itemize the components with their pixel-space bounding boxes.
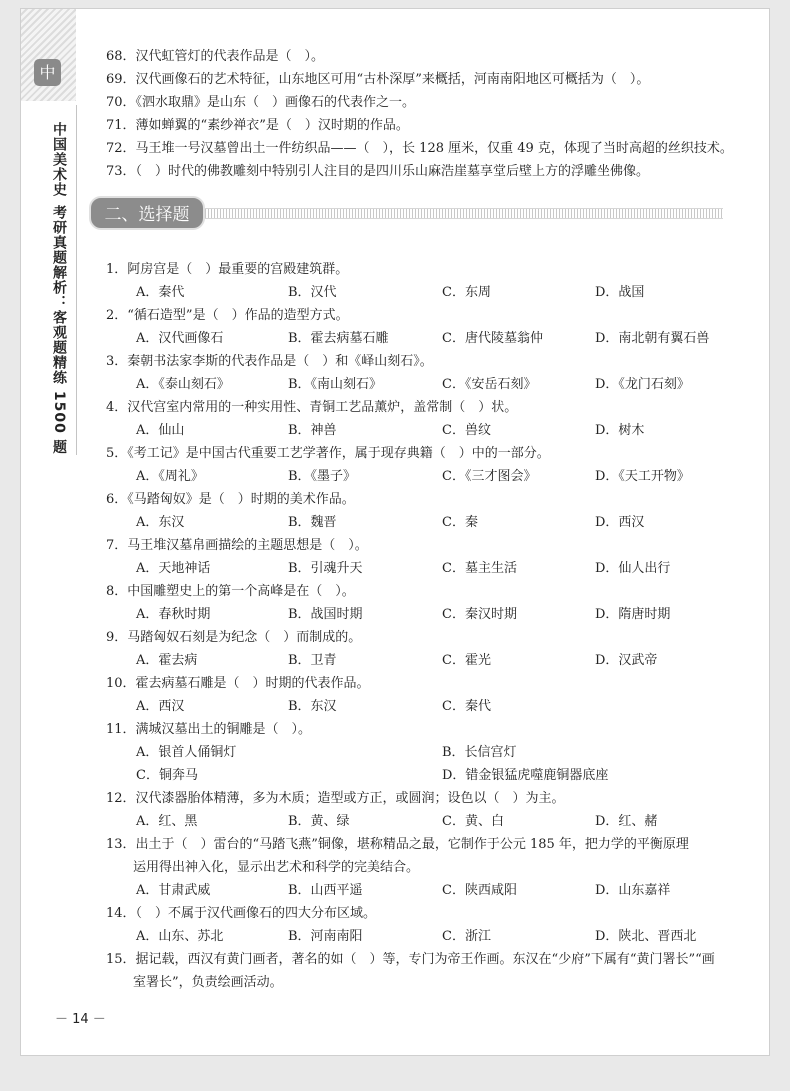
answer-option: A．仙山 [136, 423, 185, 438]
answer-option: C．铜奔马 [136, 768, 198, 783]
answer-option: C．唐代陵墓翁仲 [442, 331, 543, 346]
answer-option: D．山东嘉祥 [595, 883, 671, 898]
answer-option: D．错金银猛虎噬鹿铜器底座 [442, 768, 609, 783]
page-number: － 14 － [55, 1012, 106, 1027]
answer-option: B．神兽 [288, 423, 337, 438]
side-title-part2: 考研真题解析：客观题精练 1500 题 [51, 205, 67, 455]
answer-option: B．东汉 [288, 699, 337, 714]
question-text: 7．马王堆汉墓帛画描绘的主题思想是（ ）。 [106, 538, 368, 553]
answer-option: D．陕北、晋西北 [595, 929, 697, 944]
answer-option: B．山西平遥 [288, 883, 363, 898]
fill-question: 69．汉代画像石的艺术特征，山东地区可用“古朴深厚”来概括，河南南阳地区可概括为（ ）。 [106, 72, 650, 87]
side-book-title [49, 122, 69, 455]
answer-option: D．红、赭 [595, 814, 658, 829]
answer-option: C．兽纹 [442, 423, 491, 438]
answer-option: A．《周礼》 [136, 469, 204, 484]
question-text: 15．据记载，西汉有黄门画者，著名的如（ ）等，专门为帝王作画。东汉在“少府”下属有“黄门署长”“画 [106, 952, 715, 967]
answer-option: D．仙人出行 [595, 561, 671, 576]
answer-option: B．河南南阳 [288, 929, 363, 944]
question-text: 运用得出神入化，显示出艺术和科学的完美结合。 [133, 860, 420, 875]
answer-option: B．卫青 [288, 653, 337, 668]
question-text: 1．阿房宫是（ ）最重要的宫殿建筑群。 [106, 262, 349, 277]
corner-pattern [21, 9, 76, 101]
answer-option: A．红、黑 [136, 814, 198, 829]
option-row [136, 881, 776, 901]
fill-question: 72．马王堆一号汉墓曾出土一件纺织品——（ ），长 128 厘米，仅重 49 克，体现了当时高超的丝织技术。 [106, 141, 733, 156]
option-row [136, 467, 776, 487]
option-row [136, 559, 776, 579]
answer-option: A．东汉 [136, 515, 185, 530]
question-text: 13．出土于（ ）雷台的“马踏飞燕”铜像，堪称精品之最，它制作于公元 185 年，把力学的平衡原理 [106, 837, 689, 852]
seal-icon: 中 [34, 59, 61, 86]
option-row [136, 329, 776, 349]
answer-option: D．战国 [595, 285, 645, 300]
answer-option: D．《龙门石刻》 [595, 377, 690, 392]
question-text: 3．秦朝书法家李斯的代表作品是（ ）和《峄山刻石》。 [106, 354, 433, 369]
question-text: 12．汉代漆器胎体精薄，多为木质；造型或方正，或圆润；设色以（ ）为主。 [106, 791, 565, 806]
answer-option: A．山东、苏北 [136, 929, 224, 944]
answer-option: A．天地神话 [136, 561, 211, 576]
answer-option: D．隋唐时期 [595, 607, 671, 622]
question-text: 2．“循石造型”是（ ）作品的造型方式。 [106, 308, 349, 323]
answer-option: D．南北朝有翼石兽 [595, 331, 710, 346]
option-row [136, 927, 776, 947]
option-row [136, 812, 776, 832]
answer-option: A．春秋时期 [136, 607, 211, 622]
answer-option: B．《南山刻石》 [288, 377, 383, 392]
side-title-part1: 中国美术史 [51, 122, 67, 197]
answer-option: C．浙江 [442, 929, 491, 944]
question-text: 8．中国雕塑史上的第一个高峰是在（ ）。 [106, 584, 355, 599]
answer-option: B．《墨子》 [288, 469, 357, 484]
answer-option: D．汉武帝 [595, 653, 658, 668]
answer-option: C．东周 [442, 285, 491, 300]
answer-option: C．秦代 [442, 699, 491, 714]
answer-option: A．银首人俑铜灯 [136, 745, 237, 760]
answer-option: C．墓主生活 [442, 561, 517, 576]
answer-option: A．霍去病 [136, 653, 198, 668]
answer-option: C．霍光 [442, 653, 491, 668]
option-row [136, 421, 776, 441]
question-text: 14．（ ）不属于汉代画像石的四大分布区域。 [106, 906, 377, 921]
option-row [136, 605, 776, 625]
answer-option: B．长信宫灯 [442, 745, 517, 760]
fill-question: 68．汉代虹管灯的代表作品是（ ）。 [106, 49, 325, 64]
answer-option: A．秦代 [136, 285, 185, 300]
question-text: 5．《考工记》是中国古代重要工艺学著作，属于现存典籍（ ）中的一部分。 [106, 446, 550, 461]
answer-option: C．《三才图会》 [442, 469, 537, 484]
answer-option: C．陕西咸阳 [442, 883, 517, 898]
answer-option: B．引魂升天 [288, 561, 363, 576]
side-divider [76, 105, 77, 455]
option-row [136, 766, 776, 786]
answer-option: B．黄、绿 [288, 814, 350, 829]
option-row [136, 283, 776, 303]
answer-option: B．汉代 [288, 285, 337, 300]
answer-option: B．战国时期 [288, 607, 363, 622]
answer-option: C．黄、白 [442, 814, 504, 829]
question-text: 室署长”，负责绘画活动。 [133, 975, 283, 990]
question-text: 9．马踏匈奴石刻是为纪念（ ）而制成的。 [106, 630, 362, 645]
question-text: 4．汉代宫室内常用的一种实用性、青铜工艺品薰炉，盖常制（ ）状。 [106, 400, 518, 415]
answer-option: C．《安岳石刻》 [442, 377, 537, 392]
answer-option: D．《天工开物》 [595, 469, 690, 484]
answer-option: D．树木 [595, 423, 645, 438]
option-row [136, 651, 776, 671]
question-text: 6．《马踏匈奴》是（ ）时期的美术作品。 [106, 492, 355, 507]
option-row [136, 513, 776, 533]
answer-option: B．霍去病墓石雕 [288, 331, 389, 346]
option-row [136, 375, 776, 395]
section-title: 二、选择题 [89, 196, 205, 230]
answer-option: D．西汉 [595, 515, 645, 530]
answer-option: A．西汉 [136, 699, 185, 714]
question-text: 11．满城汉墓出土的铜雕是（ ）。 [106, 722, 312, 737]
answer-option: B．魏晋 [288, 515, 337, 530]
fill-question: 70．《泗水取鼎》是山东（ ）画像石的代表作之一。 [106, 95, 416, 110]
answer-option: C．秦 [442, 515, 478, 530]
fill-question: 71．薄如蝉翼的“素纱禅衣”是（ ）汉时期的作品。 [106, 118, 409, 133]
option-row [136, 743, 776, 763]
section-decoration [205, 208, 723, 219]
option-row [136, 697, 776, 717]
fill-question: 73．（ ）时代的佛教雕刻中特别引人注目的是四川乐山麻浩崖墓享堂后壁上方的浮雕坐佛像。 [106, 164, 650, 179]
answer-option: C．秦汉时期 [442, 607, 517, 622]
question-text: 10．霍去病墓石雕是（ ）时期的代表作品。 [106, 676, 370, 691]
answer-option: A．汉代画像石 [136, 331, 224, 346]
answer-option: A．《泰山刻石》 [136, 377, 230, 392]
answer-option: A．甘肃武威 [136, 883, 211, 898]
